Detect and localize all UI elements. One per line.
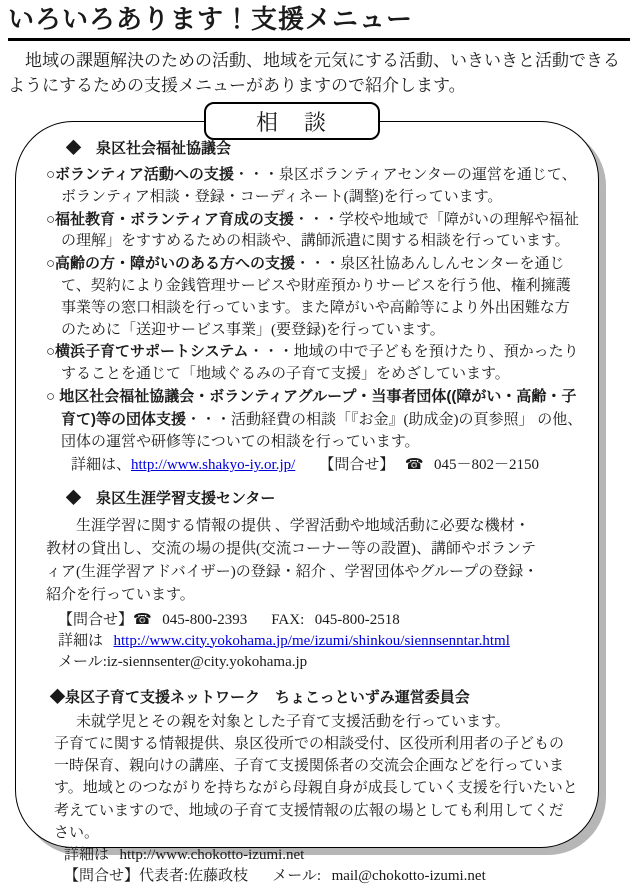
item-lead: ○ 地区社会福祉協議会・ボランティアグループ・当事者団体((障がい・高齢・子育て)等の団体支援: [46, 387, 577, 428]
list-item-childcare-support-system: [46, 341, 584, 386]
intro-paragraph: 地域の課題解決のための活動、地域を元気にする活動、いきいきと活動できるようにするための支援メニューがありますので紹介します。: [8, 51, 620, 95]
phone-icon: ☎: [404, 455, 424, 474]
item-lead: ○福祉教育・ボランティア育成の支援: [46, 210, 294, 228]
kosodate-contact-line: [64, 866, 584, 888]
mail-label: メール:: [272, 868, 322, 885]
detail-prefix: 詳細は: [64, 846, 110, 863]
section-heading-gakushu: ◆ 泉区生涯学習支援センター: [66, 490, 276, 508]
kosodate-url-text: http://www.chokotto-izumi.net: [119, 846, 305, 863]
contact-label: 【問合せ】: [319, 457, 395, 474]
kosodate-detail-line: [64, 845, 584, 867]
shakyo-detail-line: [71, 453, 584, 476]
kosodate-body: 子育てに関する情報提供、泉区役所での相談受付、区役所利用者の子どもの一時保育、親向けの講座、子育て支援関係者の交流会企画などを行っています。地域とのつながりを持ちながら母親自身が成長していく支援を行いたいと考えていますので、地域の子育て支援情報の広報の場としても利用してください。: [54, 735, 578, 842]
gakushu-mail-line: メール:iz-siennsenter@city.yokohama.jp: [58, 653, 308, 670]
list-item-welfare-education: [46, 209, 584, 254]
item-body: ・・・地域の中で子どもを預けたり、預かったりすることを通じて「地域ぐるみの子育て支援」をめざしています。: [61, 344, 579, 383]
list-item-elderly-disabled-support: [46, 253, 584, 341]
item-body: ・・・泉区ボランティアセンターの運営を通じて、ボランティア相談・登録・コーディネート(調整)を行っています。: [61, 167, 577, 205]
item-lead: ○高齢の方・障がいのある方への支援: [46, 255, 296, 273]
contact-label: 【問合せ】: [58, 611, 134, 628]
item-body: ・・・活動経費の相談「『お金』(助成金)の頁参照」 の他、団体の運営や研修等についての相談を行っています。: [61, 411, 583, 450]
detail-prefix: 詳細は、: [71, 457, 132, 474]
gakushu-body: 生涯学習に関する情報の提供 、学習活動や地域活動に必要な機材・教材の貸出し、交流の場の提供(交流コーナー等の設置)、講師やボランティア(生涯学習アドバイザー)の登録・紹介 、学習団体やグループの登録・紹介を行っています。: [46, 518, 539, 603]
shakyo-website-link[interactable]: http://www.shakyo-iy.or.jp/: [131, 457, 296, 474]
item-lead: ○横浜子育てサポートシステム: [46, 343, 249, 361]
item-body: ・・・泉区社協あんしんセンターを通じて、契約により金銭管理サービスや財産預かりサービスを行う他、権利擁護事業等の窓口相談を行っています。また障がいや高齢等により外出困難な方のために「送迎サービス事業」(要登録)を行っています。: [61, 256, 571, 338]
phone-number: 045-800-2393: [162, 611, 248, 628]
section-heading-shakyo: ◆ 泉区社会福祉協議会: [66, 140, 232, 157]
detail-prefix: 詳細は: [58, 632, 104, 649]
item-body: ・・・学校や地域で「障がいの理解や福祉の理解」をすすめるための相談や、講師派遣に関する相談を行っています。: [61, 211, 579, 250]
list-item-group-support: [46, 386, 584, 453]
mail-address: mail@chokotto-izumi.net: [331, 868, 486, 885]
fax-number: 045-800-2518: [314, 611, 400, 628]
page-title: いろいろあります！支援メニュー: [8, 4, 630, 41]
contact-label: 【問合せ】: [64, 868, 140, 885]
phone-number: 045－802－2150: [434, 457, 540, 474]
consultation-box-label: 相 談: [204, 102, 380, 140]
section-heading-kosodate: ◆泉区子育て支援ネットワーク ちょこっといずみ運営委員会: [50, 688, 470, 706]
kosodate-line1: 未就学児とその親を対象とした子育て支援活動を行っています。: [76, 713, 510, 730]
phone-icon: ☎: [133, 609, 152, 628]
list-item-volunteer-support: [46, 164, 584, 209]
gakushu-website-link[interactable]: http://www.city.yokohama.jp/me/izumi/shinkou/siennsenntar.html: [113, 632, 510, 649]
fax-label: FAX:: [271, 611, 305, 628]
gakushu-detail-line: [58, 631, 584, 652]
item-lead: ○ボランティア活動への支援: [46, 166, 234, 183]
representative-name: 代表者:佐藤政枝: [139, 868, 249, 885]
consultation-section-box: [15, 121, 599, 885]
gakushu-contact-line: [58, 609, 584, 631]
